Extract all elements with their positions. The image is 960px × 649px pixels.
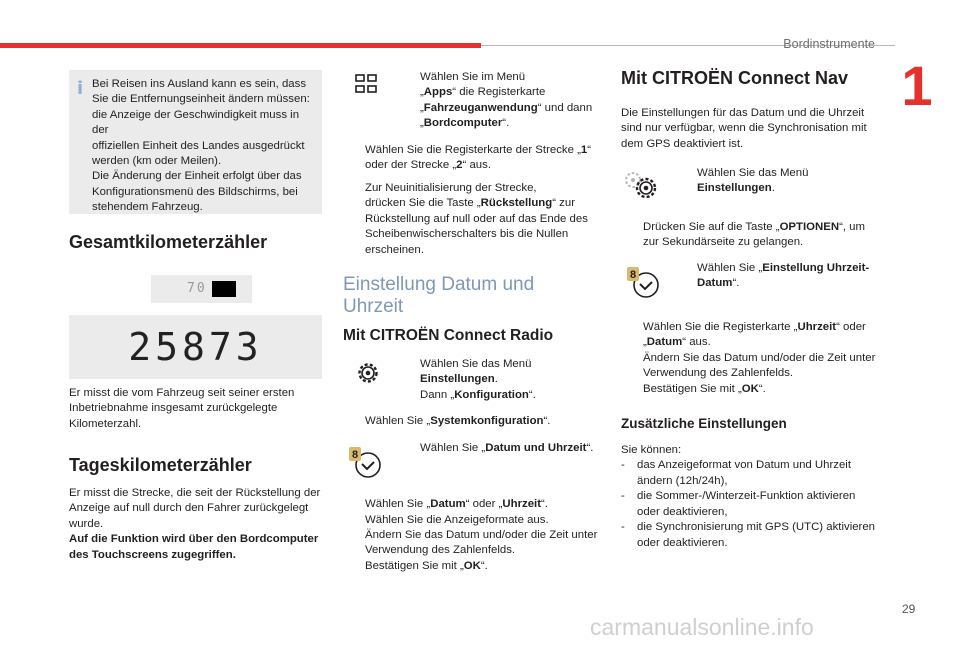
gear-double-icon: [621, 168, 663, 202]
section-title: Bordinstrumente: [783, 37, 875, 51]
gear-icon: [355, 360, 381, 386]
page-number: 29: [902, 602, 916, 616]
heading-trip-odometer: Tageskilometerzähler: [69, 455, 252, 475]
icon-badge: 8: [629, 269, 637, 281]
apps-grid-icon: [355, 74, 377, 94]
clock-check-icon: [626, 266, 662, 300]
small-display-value: 70: [187, 281, 207, 296]
info-icon: i: [77, 78, 84, 99]
icon-badge: 8: [351, 449, 359, 461]
heading-connect-nav: Mit CITROËN Connect Nav: [621, 68, 849, 88]
watermark: carmanualsonline.info: [590, 614, 814, 640]
heading-extra-settings: Zusätzliche Einstellungen: [621, 416, 787, 431]
extra-settings-list: [621, 443, 891, 551]
info-text: Bei Reisen ins Ausland kann es sein, dass Sie die Entfernungseinheit ändern müssen: die Anzeige der Geschwindigkeit muss in der offiziellen Einheit des Landes ausgedrückt werden (km oder Meilen). Die Änderung der Einheit erfolgt über das Konfigurationsmenü des Bildschirms, bei stehendem Fahrzeug.: [92, 78, 310, 214]
clock-check-icon: [348, 446, 384, 480]
heading-total-odometer: Gesamtkilometerzähler: [69, 232, 268, 252]
heading-date-time: Einstellung Datum und Uhrzeit: [343, 274, 535, 317]
nav-intro: Die Einstellungen für das Datum und die Uhrzeit sind nur verfügbar, wenn die Synchronisation mit dem GPS deaktiviert ist.: [621, 107, 867, 150]
heading-connect-radio: Mit CITROËN Connect Radio: [343, 327, 554, 344]
display-block: [212, 281, 236, 297]
small-display: [151, 275, 252, 303]
list-item: - die Synchronisierung mit GPS (UTC) aktivieren oder deaktivieren.: [621, 521, 876, 549]
trip-description: Er misst die Strecke, die seit der Rückstellung der Anzeige auf null durch den Fahrer zurückgelegt wurde. Auf die Funktion wird über den Bordcomputer des Touchscreens zugegriffen.: [69, 487, 321, 561]
extra-intro: Sie können:: [621, 444, 682, 456]
header-red-bar: [0, 43, 481, 48]
odometer-value: 25873: [128, 325, 263, 369]
chapter-number: 1: [901, 54, 933, 117]
total-description: Er misst die vom Fahrzeug seit seiner ersten Inbetriebnahme insgesamt zurückgelegte Kilometerzahl.: [69, 387, 295, 430]
list-item: - das Anzeigeformat von Datum und Uhrzeit ändern (12h/24h),: [621, 459, 852, 487]
info-box: [69, 70, 322, 214]
odometer-display: [69, 315, 322, 379]
list-item: - die Sommer-/Winterzeit-Funktion aktivieren oder deaktivieren,: [621, 490, 856, 518]
